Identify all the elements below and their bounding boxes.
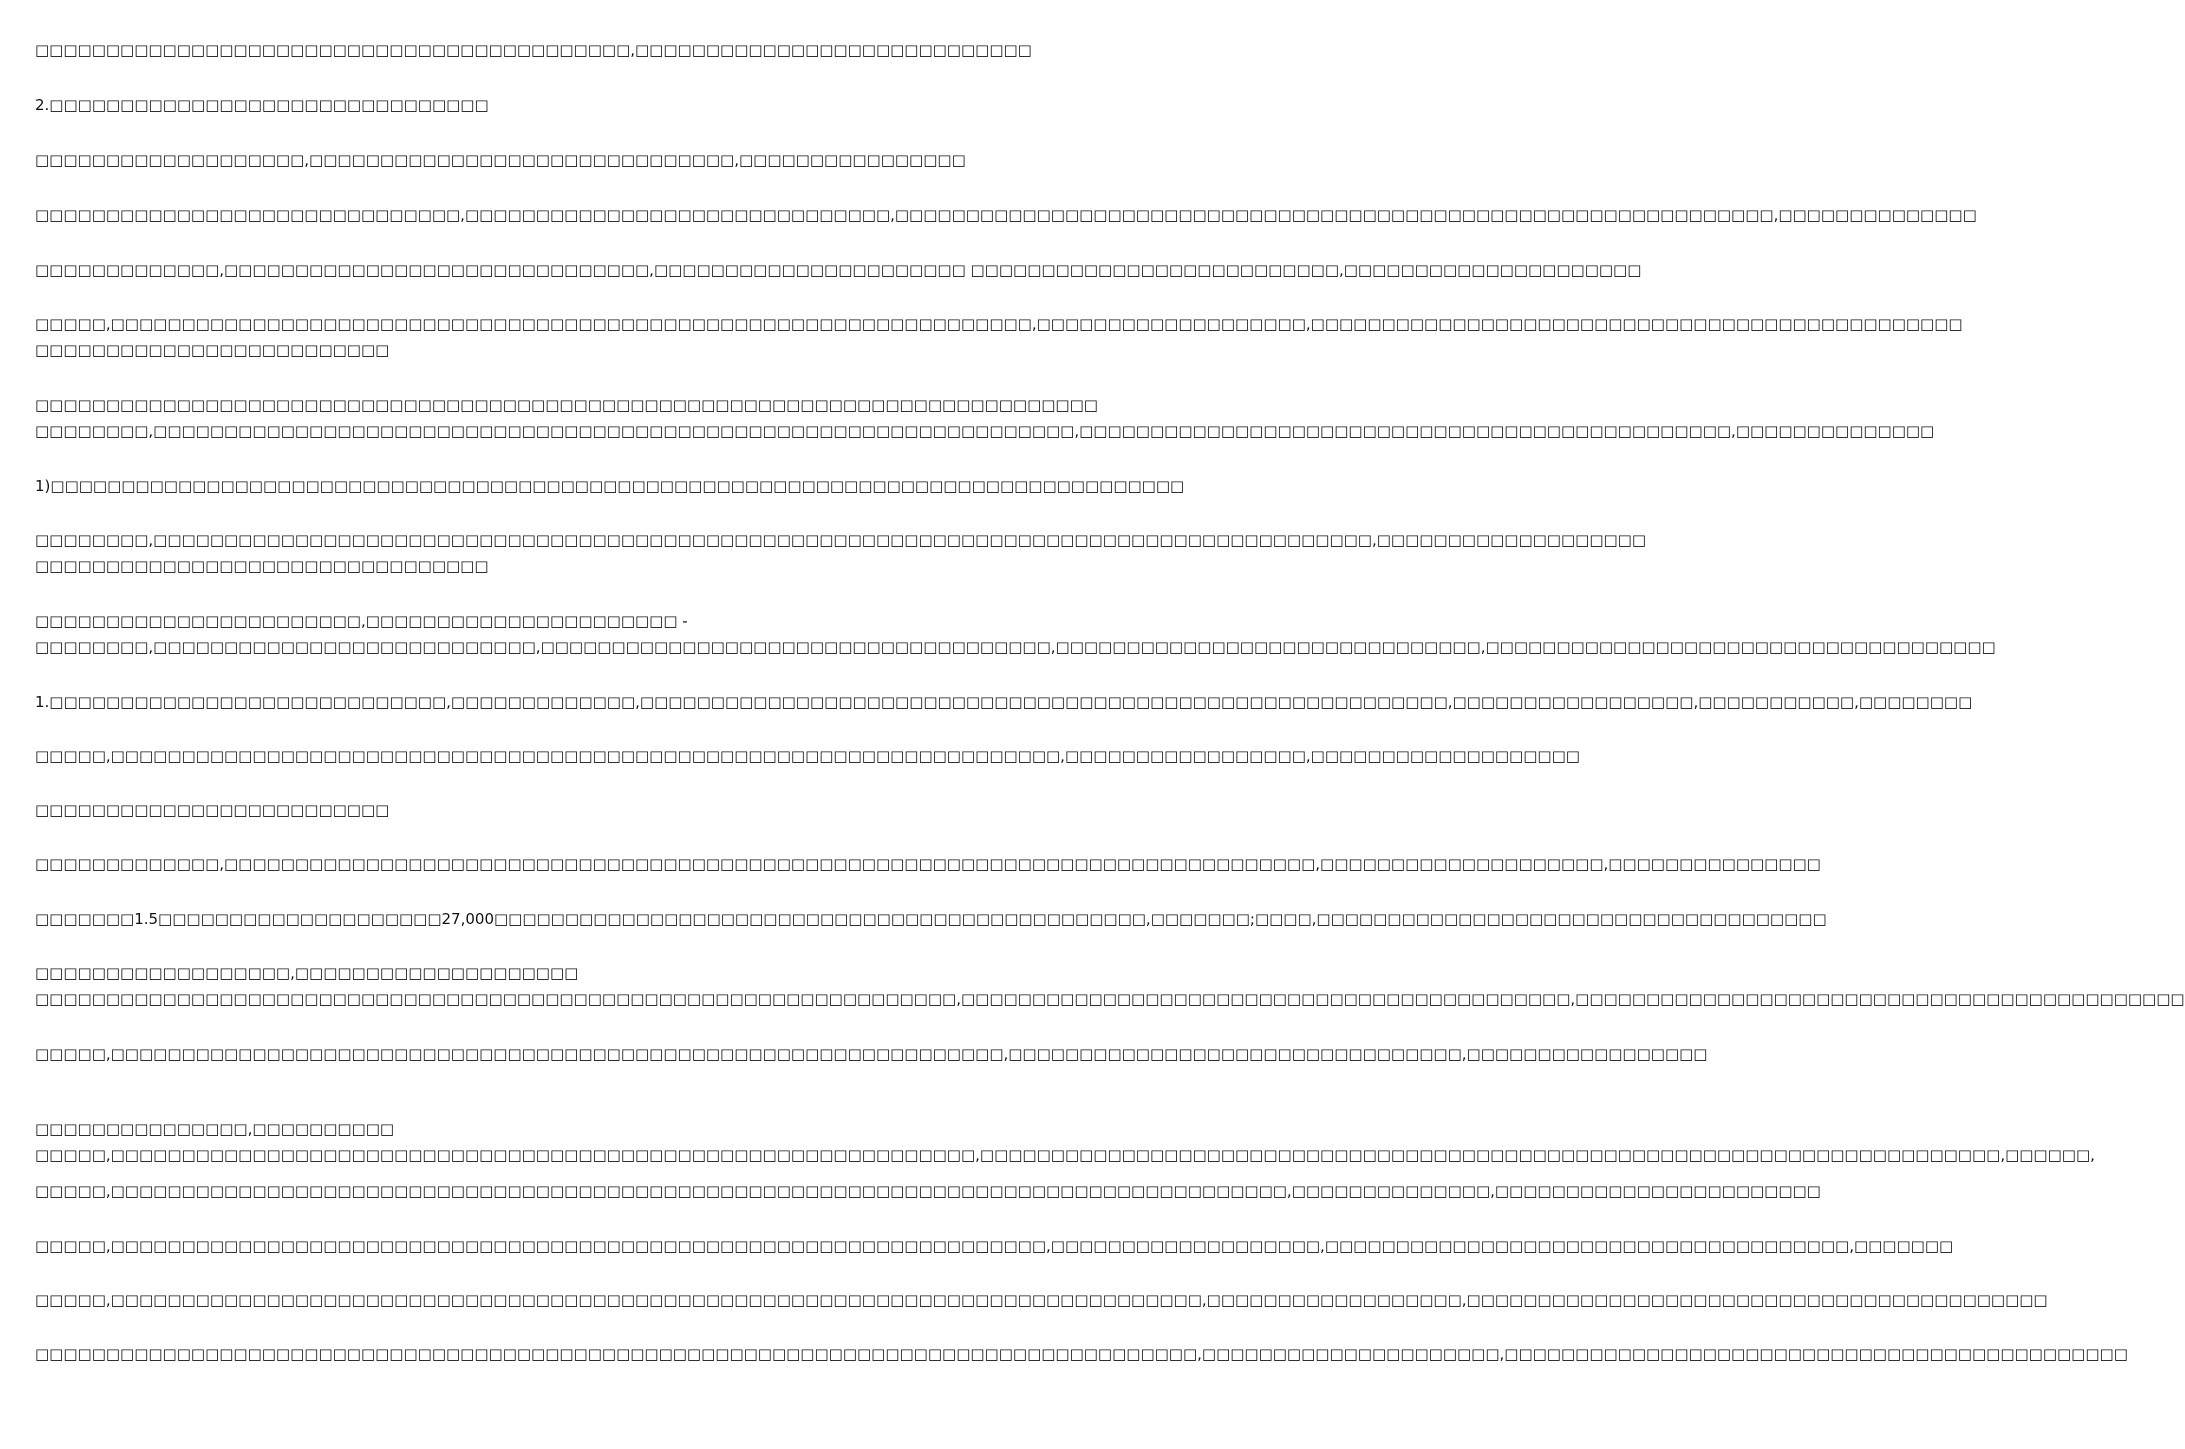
text-line: □□□□□□□□□□□□□□□□□□□□□□□□□□□□□□□□□□□□□□□□□□,□□□□□□□□□□□□□□□□□□□□□□□□□□□□ — [35, 41, 1032, 59]
text-line: □□□□□□□□□□□□□□□□□□□□□□□□□□□□□□□□□□□□□□□□□□□□□□□□□□□□□□□□□□□□□□□□□,□□□□□□□□□□□□□□□□□□□□□□□□□□□□□□□□□□□□□□□□□□□,□□□□□□□□□□□□□□□□□□□□□□□□□□□□□□□□□□□□□□□□□□□ — [35, 990, 2185, 1008]
text-line: □□□□□□□□□□□□□□□□□□□□□□□□□□□□□□□□□□□□□□□□□□□□□□□□□□□□□□□□□□□□□□□□□□□□□□□□□□□□□□□□□□,□□□□□□□□□□□□□□□□□□□□□,□□□□□□□□□□□□□□□□□□□□□□□□□□□□□□□□□□□□□□□□□□□□ — [35, 1345, 2128, 1363]
text-line: □□□□□□□□,□□□□□□□□□□□□□□□□□□□□□□□□□□□□□□□□□□□□□□□□□□□□□□□□□□□□□□□□□□□□□□□□□□□□□□□□□□□□□□□□□□□□□□,□□□□□□□□□□□□□□□□□□□ — [35, 531, 1647, 549]
paragraph — [35, 1041, 1708, 1067]
text-line: □□□□□□□□□□□□□□□□□□□,□□□□□□□□□□□□□□□□□□□□□□□□□□□□□□,□□□□□□□□□□□□□□□□ — [35, 151, 966, 169]
text-line: □□□□□□□□□□□□□□□□□□□□□□□□□□□□□□□□□□□□□□□□□□□□□□□□□□□□□□□□□□□□□□□□□□□□□□□□□□□ — [35, 396, 1098, 414]
text-line: □□□□□□□1.5□□□□□□□□□□□□□□□□□□□□27,000□□□□□□□□□□□□□□□□□□□□□□□□□□□□□□□□□□□□□□□□□□□□□□,□□□□□□□;□□□□,□□□□□□□□□□□□□□□□□□□□□□□□□□□□□□□□□□□□ — [35, 910, 1827, 928]
text-line: □□□□□,□□□□□□□□□□□□□□□□□□□□□□□□□□□□□□□□□□□□□□□□□□□□□□□□□□□□□□□□□□□□□□□□□□□□□□□□□□□□□□□□□□□,□□□□□□□□□□□□□□,□□□□□□□□□□□□□□□□□□□□□□□ — [35, 1182, 1821, 1200]
paragraph — [35, 92, 990, 118]
paragraph — [35, 906, 1827, 932]
text-line: □□□□□,□□□□□□□□□□□□□□□□□□□□□□□□□□□□□□□□□□□□□□□□□□□□□□□□□□□□□□□□□□□□□□□,□□□□□□□□□□□□□□□□□□□□□□□□□□□□□□□□,□□□□□□□□□□□□□□□□□ — [35, 1045, 1708, 1063]
text-line: □□□□□□□□□□□□□□□□□□□□□□□□□ — [35, 801, 390, 819]
text-line: □□□□□□□□□□□□□□□□□□□□□□□□□□□□□□,□□□□□□□□□□□□□□□□□□□□□□□□□□□□□□,□□□□□□□□□□□□□□□□□□□□□□□□□□□□□□□□□□□□□□□□□□□□□□□□□□□□□□□□□□□□□□,□□□□□□□□□□□□□□ — [35, 206, 1977, 224]
text-line: □□□□□□□□□□□□□□□□□□□□□□□□□ — [35, 341, 390, 359]
text-line: □□□□□□□□□□□□□,□□□□□□□□□□□□□□□□□□□□□□□□□□□□□□,□□□□□□□□□□□□□□□□□□□□□□ □□□□□□□□□□□□□□□□□□□□□□□□□□,□□□□□□□□□□□□□□□□□□□□□ — [35, 261, 1642, 279]
text-line: □□□□□□□□□□□□□□□□□□□□□□□,□□□□□□□□□□□□□□□□□□□□□□ - — [35, 612, 688, 630]
text-line: 2.□□□□□□□□□□□□□□□□□□□□□□□□□□□□□□□ — [35, 96, 489, 114]
paragraph — [35, 37, 1032, 63]
paragraph — [35, 1116, 2095, 1168]
paragraph — [35, 1178, 1821, 1204]
paragraph — [35, 851, 1821, 877]
paragraph — [35, 527, 1647, 579]
text-line: □□□□□□□□□□□□□,□□□□□□□□□□□□□□□□□□□□□□□□□□□□□□□□□□□□□□□□□□□□□□□□□□□□□□□□□□□□□□□□□□□□□□□□□□□□□,□□□□□□□□□□□□□□□□□□□□,□□□□□□□□□□□□□□□ — [35, 855, 1821, 873]
paragraph — [35, 960, 2185, 1012]
text-line: □□□□□□□□,□□□□□□□□□□□□□□□□□□□□□□□□□□□□□□□□□□□□□□□□□□□□□□□□□□□□□□□□□□□□□□□□□,□□□□□□□□□□□□□□□□□□□□□□□□□□□□□□□□□□□□□□□□□□□□□□,□□□□□□□□□□□□□□ — [35, 422, 1935, 440]
text-line: □□□□□□□□□□□□□□□,□□□□□□□□□□ — [35, 1120, 395, 1138]
text-line: □□□□□□□□,□□□□□□□□□□□□□□□□□□□□□□□□□□□,□□□□□□□□□□□□□□□□□□□□□□□□□□□□□□□□□□□□,□□□□□□□□□□□□□□□□□□□□□□□□□□□□□□,□□□□□□□□□□□□□□□□□□□□□□□□□□□□□□□□□□□□ — [35, 638, 1996, 656]
text-line: 1.□□□□□□□□□□□□□□□□□□□□□□□□□□□□,□□□□□□□□□□□□□,□□□□□□□□□□□□□□□□□□□□□□□□□□□□□□□□□□□□□□□□□□□□□□□□□□□□□□□□□,□□□□□□□□□□□□□□□□□,□□□□□□□□□□□,□□□□□□□□ — [35, 693, 1973, 711]
paragraph — [35, 1341, 2128, 1367]
text-line: □□□□□□□□□□□□□□□□□□□□□□□□□□□□□□□□ — [35, 557, 489, 575]
text-line: □□□□□,□□□□□□□□□□□□□□□□□□□□□□□□□□□□□□□□□□□□□□□□□□□□□□□□□□□□□□□□□□□□□□□□□□□,□□□□□□□□□□□□□□□□□,□□□□□□□□□□□□□□□□□□□ — [35, 747, 1580, 765]
text-line: □□□□□,□□□□□□□□□□□□□□□□□□□□□□□□□□□□□□□□□□□□□□□□□□□□□□□□□□□□□□□□□□□□□□□□□□□□□□□□□□□□□,□□□□□□□□□□□□□□□□□□,□□□□□□□□□□□□□□□□□□□□□□□□□□□□□□□□□□□□□□□□□ — [35, 1291, 2048, 1309]
paragraph — [35, 473, 1185, 499]
paragraph — [35, 797, 990, 823]
paragraph — [35, 608, 1996, 660]
paragraph — [35, 743, 1580, 769]
text-line: □□□□□□□□□□□□□□□□□□,□□□□□□□□□□□□□□□□□□□□ — [35, 964, 579, 982]
text-line: 1)□□□□□□□□□□□□□□□□□□□□□□□□□□□□□□□□□□□□□□□□□□□□□□□□□□□□□□□□□□□□□□□□□□□□□□□□□□□□□□□□ — [35, 477, 1185, 495]
paragraph — [35, 257, 1642, 283]
paragraph — [35, 1233, 1954, 1259]
paragraph — [35, 1287, 2048, 1313]
paragraph — [35, 689, 1973, 715]
paragraph — [35, 392, 1935, 444]
paragraph — [35, 202, 1977, 228]
text-line: □□□□□,□□□□□□□□□□□□□□□□□□□□□□□□□□□□□□□□□□□□□□□□□□□□□□□□□□□□□□□□□□□□□□□□□□,□□□□□□□□□□□□□□□□□□□,□□□□□□□□□□□□□□□□□□□□□□□□□□□□□□□□□□□□□,□□□□□□□ — [35, 1237, 1954, 1255]
paragraph — [35, 311, 1963, 363]
paragraph — [35, 147, 990, 173]
text-line: □□□□□,□□□□□□□□□□□□□□□□□□□□□□□□□□□□□□□□□□□□□□□□□□□□□□□□□□□□□□□□□□□□□□□□□,□□□□□□□□□□□□□□□□□□□,□□□□□□□□□□□□□□□□□□□□□□□□□□□□□□□□□□□□□□□□□□□□□□ — [35, 315, 1963, 333]
text-line: □□□□□,□□□□□□□□□□□□□□□□□□□□□□□□□□□□□□□□□□□□□□□□□□□□□□□□□□□□□□□□□□□□□,□□□□□□□□□□□□□□□□□□□□□□□□□□□□□□□□□□□□□□□□□□□□□□□□□□□□□□□□□□□□□□□□□□□□□□□□,□□□□□□, — [35, 1146, 2095, 1164]
